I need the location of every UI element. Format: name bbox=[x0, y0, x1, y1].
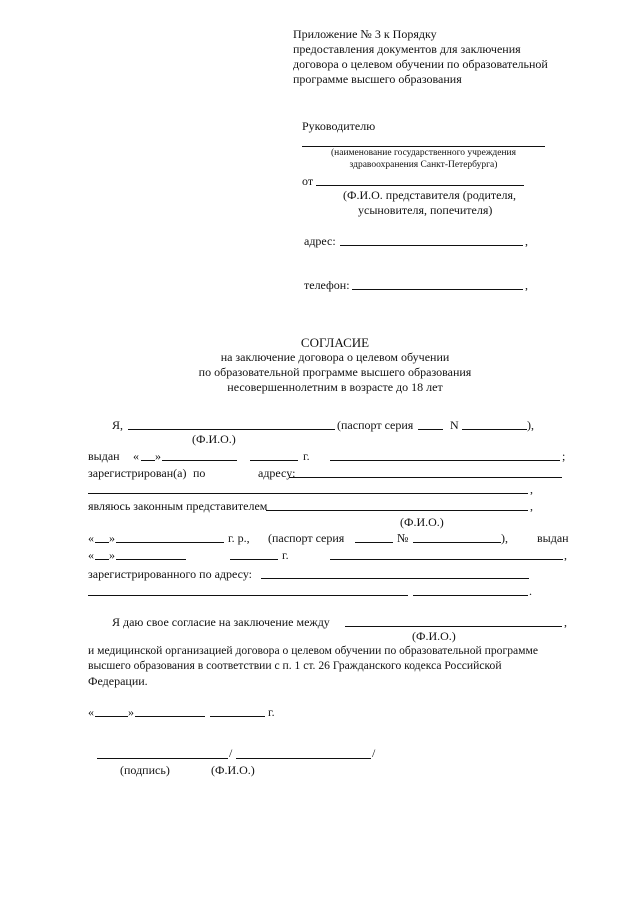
date-month-line[interactable] bbox=[135, 716, 205, 717]
issued-month-line[interactable] bbox=[162, 460, 237, 461]
header-line-3: договора о целевом обучении по образовательной bbox=[293, 57, 548, 71]
issued-label: выдан bbox=[88, 449, 120, 463]
birth-quote-open: « bbox=[88, 531, 94, 545]
title-line-4: несовершеннолетним в возрасте до 18 лет bbox=[227, 380, 443, 394]
issued2-year-label: г. bbox=[282, 548, 289, 562]
title-line-3: по образовательной программе высшего образования bbox=[198, 365, 472, 379]
birth-year-label: г. р., bbox=[228, 531, 250, 545]
issued2-quote-close: » bbox=[109, 548, 115, 562]
passport-series-label: (паспорт серия bbox=[337, 418, 414, 432]
issued-by-line[interactable] bbox=[330, 460, 560, 461]
consent-text: Я даю свое согласие на заключение между bbox=[112, 615, 330, 629]
header-line-2: предоставления документов для заключения bbox=[293, 42, 521, 56]
date-quote-open: « bbox=[88, 705, 94, 719]
institution-note-2: здравоохранения Санкт-Петербурга) bbox=[349, 160, 498, 170]
passport-close-2: ), bbox=[501, 531, 508, 545]
passport-close: ), bbox=[527, 418, 534, 432]
registered2-period: . bbox=[529, 584, 532, 598]
signature-fio-note: (Ф.И.О.) bbox=[211, 763, 255, 777]
birth-day-line[interactable] bbox=[95, 542, 109, 543]
issued2-by-line[interactable] bbox=[330, 559, 563, 560]
phone-label: телефон: bbox=[304, 278, 350, 292]
address-comma: , bbox=[525, 234, 528, 248]
issued-quote-close: » bbox=[155, 449, 161, 463]
issued-quote-open: « bbox=[133, 449, 139, 463]
from-label: от bbox=[302, 174, 314, 188]
header-line-1: Приложение № 3 к Порядку bbox=[293, 27, 437, 41]
consent-comma: , bbox=[564, 615, 567, 629]
registered2-label: зарегистрированного по адресу: bbox=[88, 567, 252, 581]
phone-line[interactable] bbox=[352, 289, 523, 290]
address-label: адрес: bbox=[304, 234, 336, 248]
registered-address-label: адресу: bbox=[258, 466, 296, 480]
phone-comma: , bbox=[525, 278, 528, 292]
title-line-2: на заключение договора о целевом обучении bbox=[220, 350, 450, 364]
fio-note-2: (Ф.И.О.) bbox=[400, 515, 444, 529]
header-line-4: программе высшего образования bbox=[293, 72, 462, 86]
issued-label-2: выдан bbox=[537, 531, 569, 545]
passport-n-label: N bbox=[450, 418, 459, 432]
date-quote-close: » bbox=[128, 705, 134, 719]
representative-line[interactable] bbox=[316, 185, 524, 186]
signature-fio-line[interactable] bbox=[236, 758, 371, 759]
title-main: СОГЛАСИЕ bbox=[300, 335, 370, 350]
fio-note-3: (Ф.И.О.) bbox=[412, 629, 456, 643]
issued-day-line[interactable] bbox=[141, 460, 155, 461]
address-cont-comma: , bbox=[530, 482, 533, 496]
representative-label: являюсь законным представителем bbox=[88, 499, 268, 513]
passport-series-label-2: (паспорт серия bbox=[268, 531, 345, 545]
issued-year-line[interactable] bbox=[250, 460, 298, 461]
birth-quote-close: » bbox=[109, 531, 115, 545]
paragraph-line-2: высшего образования в соответствии с п. 1 ст. 26 Гражданского кодекса Российской bbox=[88, 659, 502, 672]
addressee-to-label: Руководителю bbox=[302, 119, 376, 133]
date-day-line[interactable] bbox=[95, 716, 128, 717]
issued-semicolon: ; bbox=[562, 449, 566, 463]
representative-note-2: усыновителя, попечителя) bbox=[358, 203, 493, 217]
registered-address-line-2[interactable] bbox=[88, 493, 528, 494]
passport-num-sign: № bbox=[397, 531, 409, 545]
paragraph-line-1: и медицинской организацией договора о целевом обучении по образовательной программе bbox=[88, 644, 538, 657]
signature-note: (подпись) bbox=[120, 763, 170, 777]
institution-line[interactable] bbox=[302, 146, 545, 147]
issued-year-label: г. bbox=[303, 449, 310, 463]
consent-fio-line[interactable] bbox=[345, 626, 562, 627]
date-year-label: г. bbox=[268, 705, 275, 719]
issued2-month-line[interactable] bbox=[116, 559, 186, 560]
registered-at-label: по bbox=[193, 466, 206, 480]
registered2-address-line-3[interactable] bbox=[413, 595, 528, 596]
signature-slash-1: / bbox=[229, 746, 233, 760]
registered-label: зарегистрирован(а) bbox=[88, 466, 187, 480]
date-year-line[interactable] bbox=[210, 716, 265, 717]
registered2-address-line[interactable] bbox=[261, 578, 529, 579]
issued2-year-line[interactable] bbox=[230, 559, 278, 560]
representative-note-1: (Ф.И.О. представителя (родителя, bbox=[343, 188, 516, 202]
passport-number-line-2[interactable] bbox=[413, 542, 501, 543]
fio-note-1: (Ф.И.О.) bbox=[192, 432, 236, 446]
representative-comma: , bbox=[530, 499, 533, 513]
issued2-quote-open: « bbox=[88, 548, 94, 562]
signature-slash-2: / bbox=[372, 746, 376, 760]
registered2-address-line-2[interactable] bbox=[88, 595, 408, 596]
issued2-comma: , bbox=[564, 548, 567, 562]
issued2-day-line[interactable] bbox=[95, 559, 109, 560]
birth-date-line[interactable] bbox=[116, 542, 224, 543]
passport-number-line[interactable] bbox=[462, 429, 527, 430]
passport-series-line-2[interactable] bbox=[355, 542, 393, 543]
paragraph-line-3: Федерации. bbox=[88, 674, 148, 688]
passport-series-line[interactable] bbox=[418, 429, 443, 430]
registered-address-line[interactable] bbox=[289, 477, 562, 478]
address-line[interactable] bbox=[340, 245, 523, 246]
institution-note-1: (наименование государственного учреждения bbox=[331, 148, 516, 158]
signature-line[interactable] bbox=[97, 758, 228, 759]
ya-label: Я, bbox=[112, 418, 124, 432]
minor-fio-line[interactable] bbox=[266, 510, 528, 511]
applicant-fio-line[interactable] bbox=[128, 429, 335, 430]
